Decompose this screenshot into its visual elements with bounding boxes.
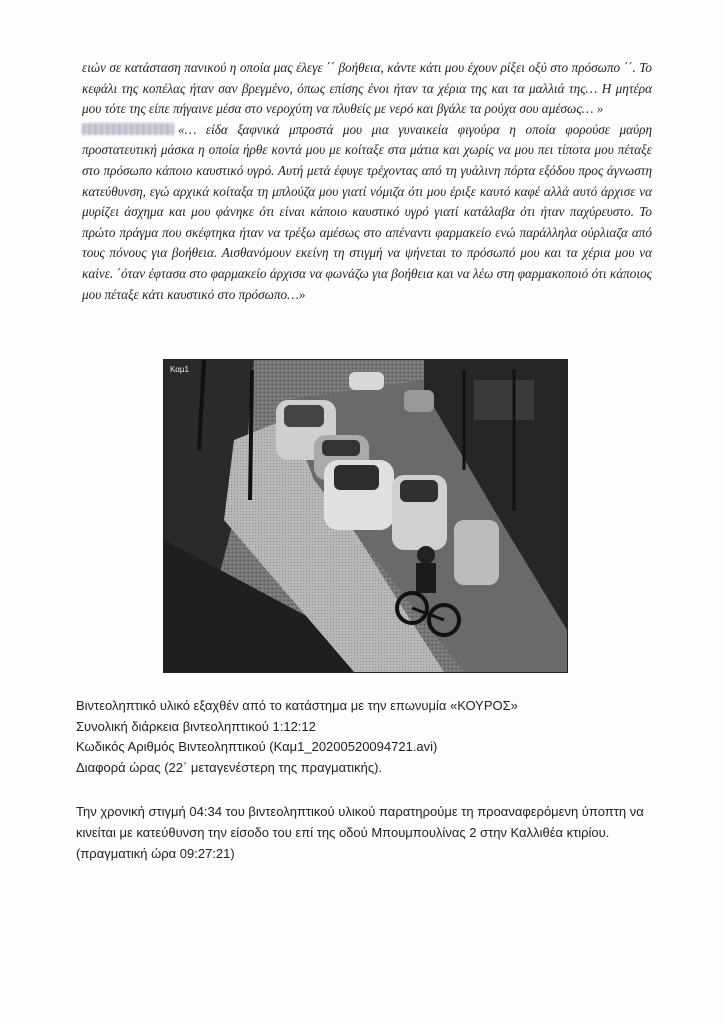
cctv-still-image	[163, 359, 568, 673]
quote-paragraph-1: ειών σε κατάσταση πανικού η οποία μας έλεγε ΄΄ βοήθεια, κάντε κάτι μου έχουν ρίξει οξύ στο πρόσωπο ΄΄. Το κεφάλι της κοπέλας ήταν σαν βρεγμένο, όπως επίσης ένοι ήταν τα χέρια της και τα μαλλιά της… Η μητέρα μου τότε της είπε πήγαινε μέσα στο νεροχύτη να πλυθείς με νερό και βγάλε τα ρούχα σου αμέσως… »	[82, 60, 652, 117]
observation-paragraph: Την χρονική στιγμή 04:34 του βιντεοληπτικού υλικού παρατηρούμε τη προαναφερόμενη ύποπτη να κινείται με κατεύθυνση την είσοδο του επί της οδού Μπουμπουλίνας 2 στην Καλλιθέα κτιρίου. (πραγματική ώρα 09:27:21)	[76, 804, 644, 861]
camera-label: Καμ1	[170, 365, 189, 374]
witness-quote	[82, 58, 652, 305]
video-caption	[76, 696, 676, 778]
redacted-name	[82, 123, 174, 135]
caption-line-file-code: Κωδικός Αριθμός Βιντεοληπτικού (Καμ1_20200520094721.avi)	[76, 739, 438, 754]
cctv-scene	[164, 360, 567, 672]
quote-paragraph-2	[82, 120, 652, 305]
caption-line-source: Βιντεοληπτικό υλικό εξαχθέν από το κατάστημα με την επωνυμία «ΚΟΥΡΟΣ»	[76, 698, 518, 713]
quote-paragraph-2-text: «… είδα ξαφνικά μπροστά μου μια γυναικεία φιγούρα η οποία φορούσε μαύρη προστατευτική μάσκα η οποία ήρθε κοντά μου με κοίταξε στα μάτια και χωρίς να μου πει τίποτα μου πέταξε στο πρόσωπο κάποιο καυστικό υγρό. Αυτή μετά έφυγε τρέχοντας από τη γυάλινη πόρτα εξόδου προς άγνωστη κατεύθυνση, εγώ αρχικά κοίταξα τη μπλούζα μου γιατί νόμιζα ότι μου έριξε καυτό καφέ αλλά αυτό άρχισε να μυρίζει άσχημα και μου φάνηκε ότι είναι κάποιο καυστικό υγρό γιατί κατάλαβα ότι ήταν παχύρευστο. Το πρώτο πράγμα που σκέφτηκα ήταν να τρέξω αμέσως στο απέναντι φαρμακείο ενώ παράλληλα ούρλιαζα από τους πόνους για βοήθεια. Αισθανόμουν εκείνη τη στιγμή να ψήνεται το πρόσωπό μου και τα χέρια μου να καίνε. ΄όταν έφτασα στο φαρμακείο άρχισα να φωνάζω για βοήθεια και να λέω στη φαρμακοποιό ότι κάποιος μου πέταξε κάτι καυστικό στο πρόσωπο…»	[82, 121, 652, 302]
caption-line-duration: Συνολική διάρκεια βιντεοληπτικού 1:12:12	[76, 718, 316, 734]
caption-line-time-difference: Διαφορά ώρας (22΄ μεταγενέστερη της πραγματικής).	[76, 759, 383, 775]
